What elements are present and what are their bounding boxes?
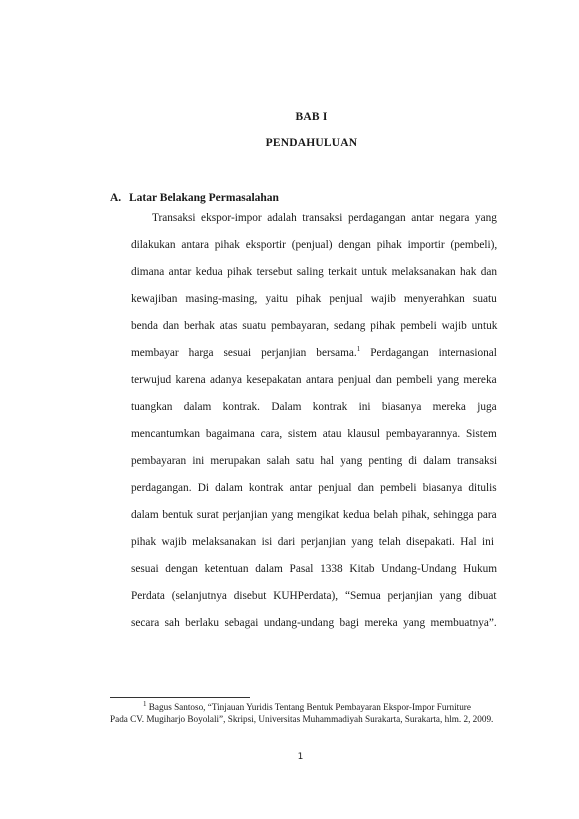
paragraph-line: pihak wajib melaksanakan isi dari perjanjian yang telah disepakati. Hal ini xyxy=(131,536,494,548)
paragraph-line: terwujud karena adanya kesepakatan antara penjual dan pembeli yang mereka xyxy=(131,374,497,386)
paragraph-line: Transaksi ekspor-impor adalah transaksi perdagangan antar negara yang xyxy=(152,212,497,224)
paragraph-line: kewajiban masing-masing, yaitu pihak penjual wajib menyerahkan suatu xyxy=(131,293,497,305)
paragraph-line: secara sah berlaku sebagai undang-undang bagi mereka yang membuatnya”. xyxy=(131,617,497,629)
footnote xyxy=(110,699,498,725)
section-heading xyxy=(110,192,279,204)
paragraph-line: perdagangan. Di dalam kontrak antar penjual dan pembeli biasanya ditulis xyxy=(131,482,497,494)
paragraph-line xyxy=(131,346,497,372)
footnote-separator xyxy=(110,697,250,698)
paragraph-line: benda dan berhak atas suatu pembayaran, sedang pihak pembeli wajib untuk xyxy=(131,320,498,332)
paragraph-line: mencantumkan bagaimana cara, sistem atau klausul pembayarannya. Sistem xyxy=(131,428,497,440)
line-text: Perdagangan internasional xyxy=(370,347,497,359)
paragraph-line: Perdata (selanjutnya disebut KUHPerdata), “Semua perjanjian yang dibuat xyxy=(131,590,497,602)
footnote-reference[interactable]: 1 xyxy=(356,345,361,354)
footnote-marker: 1 xyxy=(143,699,147,708)
chapter-number: BAB I xyxy=(295,111,328,123)
paragraph-line: tuangkan dalam kontrak. Dalam kontrak ini biasanya mereka juga xyxy=(131,401,497,413)
footnote-text-continued: Pada CV. Mugiharjo Boyolali”, Skripsi, Universitas Muhammadiyah Surakarta, Surakarta, hlm. 2, 2009. xyxy=(110,713,494,724)
paragraph-line: pembayaran ini merupakan salah satu hal yang penting di dalam transaksi xyxy=(131,455,498,467)
paragraph-line: dilakukan antara pihak eksportir (penjual) dengan pihak importir (pembeli), xyxy=(131,239,498,251)
section-heading-text: Latar Belakang Permasalahan xyxy=(129,192,279,204)
paragraph-line: dimana antar kedua pihak tersebut saling terkait untuk melaksanakan hak dan xyxy=(131,266,498,278)
page-number: 1 xyxy=(297,752,304,762)
chapter-title: PENDAHULUAN xyxy=(265,137,358,149)
paragraph-line: sesuai dengan ketentuan dalam Pasal 1338 Kitab Undang-Undang Hukum xyxy=(131,563,498,575)
section-marker: A. xyxy=(110,192,122,204)
line-text: membayar harga sesuai perjanjian bersama. xyxy=(131,347,357,359)
footnote-text: Bagus Santoso, “Tinjauan Yuridis Tentang Bentuk Pembayaran Ekspor-Impor Furniture xyxy=(148,702,471,712)
paragraph-line: dalam bentuk surat perjanjian yang mengikat kedua belah pihak, sehingga para xyxy=(131,509,497,521)
